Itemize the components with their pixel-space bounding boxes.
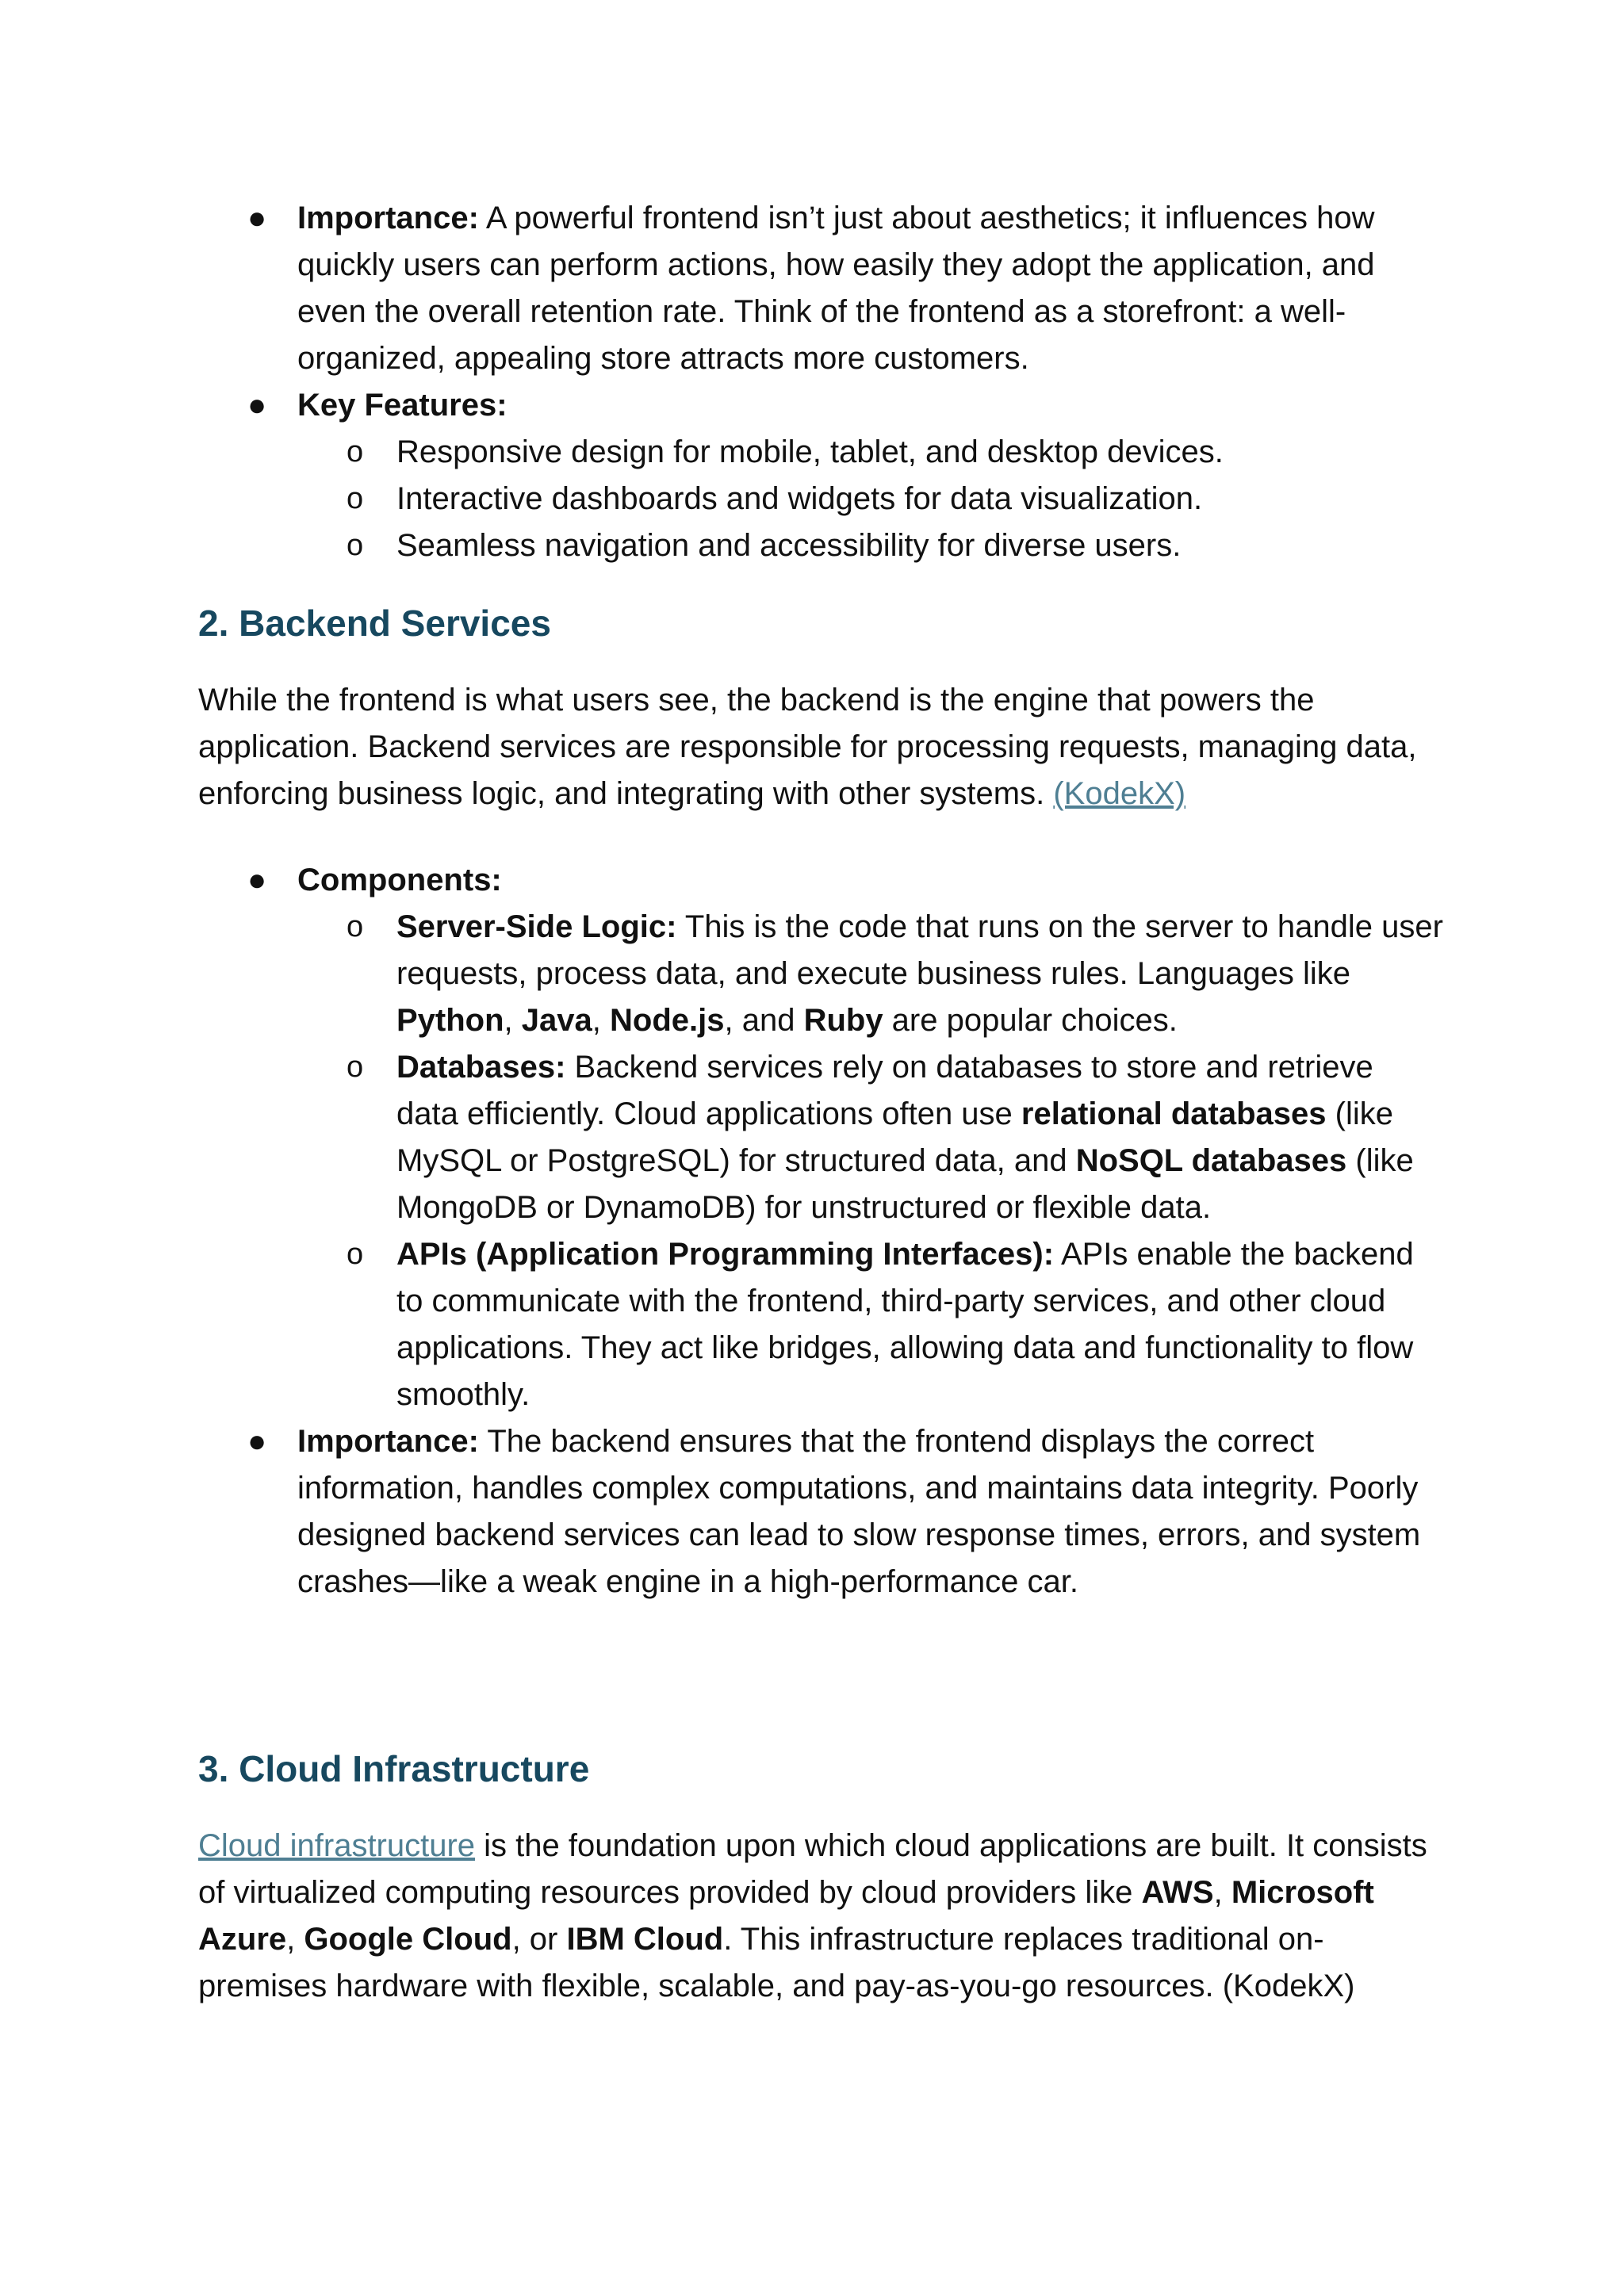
list-item-feature: o Interactive dashboards and widgets for data visualization. xyxy=(198,476,1443,522)
list-item-feature: o Responsive design for mobile, tablet, and desktop devices. xyxy=(198,429,1443,476)
heading-cloud-infrastructure: 3. Cloud Infrastructure xyxy=(198,1748,590,1789)
bullet-icon: ● xyxy=(247,1424,267,1459)
list-item-server-side-logic: o Server-Side Logic: This is the code that runs on the server to handle user requests, process data, and execute business rules. Languages like Python, Java, Node.js, and Ruby are popular choices. xyxy=(198,904,1443,1044)
list-item-components xyxy=(198,857,1443,904)
paragraph-cloud-infrastructure: Cloud infrastructure is the foundation upon which cloud applications are built. It consists of virtualized computing resources provided by cloud providers like AWS, Microsoft Azure, Google Cloud, or IBM Cloud. This infrastructure replaces traditional on-premises hardware with flexible, scalable, and pay-as-you-go resources. (KodekX) xyxy=(198,1828,1427,2003)
document-content xyxy=(198,195,1443,2010)
label-importance: Importance: xyxy=(297,201,479,235)
circle-bullet-icon: o xyxy=(347,529,364,562)
circle-bullet-icon: o xyxy=(347,910,364,943)
circle-bullet-icon: o xyxy=(347,1238,364,1271)
list-item-databases: o Databases: Backend services rely on databases to store and retrieve data efficiently. Cloud applications often use relational databases (like MySQL or PostgreSQL) for structured data, and NoSQL databases (like MongoDB or DynamoDB) for unstructured or flexible data. xyxy=(198,1044,1443,1231)
list-item-backend-importance: ● Importance: The backend ensures that the frontend displays the correct information, handles complex computations, and maintains data integrity. Poorly designed backend services can lead to slow response times, errors, and system crashes—like a weak engine in a high-performance car. xyxy=(198,1418,1443,1605)
cloud-infrastructure-link[interactable]: Cloud infrastructure xyxy=(198,1828,476,1863)
circle-bullet-icon: o xyxy=(347,1050,364,1084)
paragraph-backend-intro: While the frontend is what users see, the backend is the engine that powers the application. Backend services are responsible for processing requests, managing data, enforcing business logic, and integrating with other systems. (KodekX) xyxy=(198,683,1417,811)
list-item-key-features xyxy=(198,382,1443,429)
bullet-icon: ● xyxy=(247,201,267,235)
circle-bullet-icon: o xyxy=(347,482,364,515)
bullet-icon: ● xyxy=(247,388,267,423)
label-key-features: Key Features: xyxy=(297,388,508,423)
circle-bullet-icon: o xyxy=(347,435,364,469)
label-components: Components: xyxy=(297,863,502,897)
list-item-apis: o APIs (Application Programming Interfaces): APIs enable the backend to communicate with the frontend, third-party services, and other cloud applications. They act like bridges, allowing data and functionality to flow smoothly. xyxy=(198,1231,1443,1418)
list-item-feature: o Seamless navigation and accessibility for diverse users. xyxy=(198,522,1443,569)
list-item-frontend-importance: ● Importance: A powerful frontend isn’t just about aesthetics; it influences how quickly users can perform actions, how easily they adopt the application, and even the overall retention rate. Think of the frontend as a storefront: a well-organized, appealing store attracts more customers. xyxy=(198,195,1443,382)
kodekx-link[interactable]: (KodekX) xyxy=(1053,776,1186,811)
bullet-icon: ● xyxy=(247,863,267,897)
heading-backend-services: 2. Backend Services xyxy=(198,603,551,644)
